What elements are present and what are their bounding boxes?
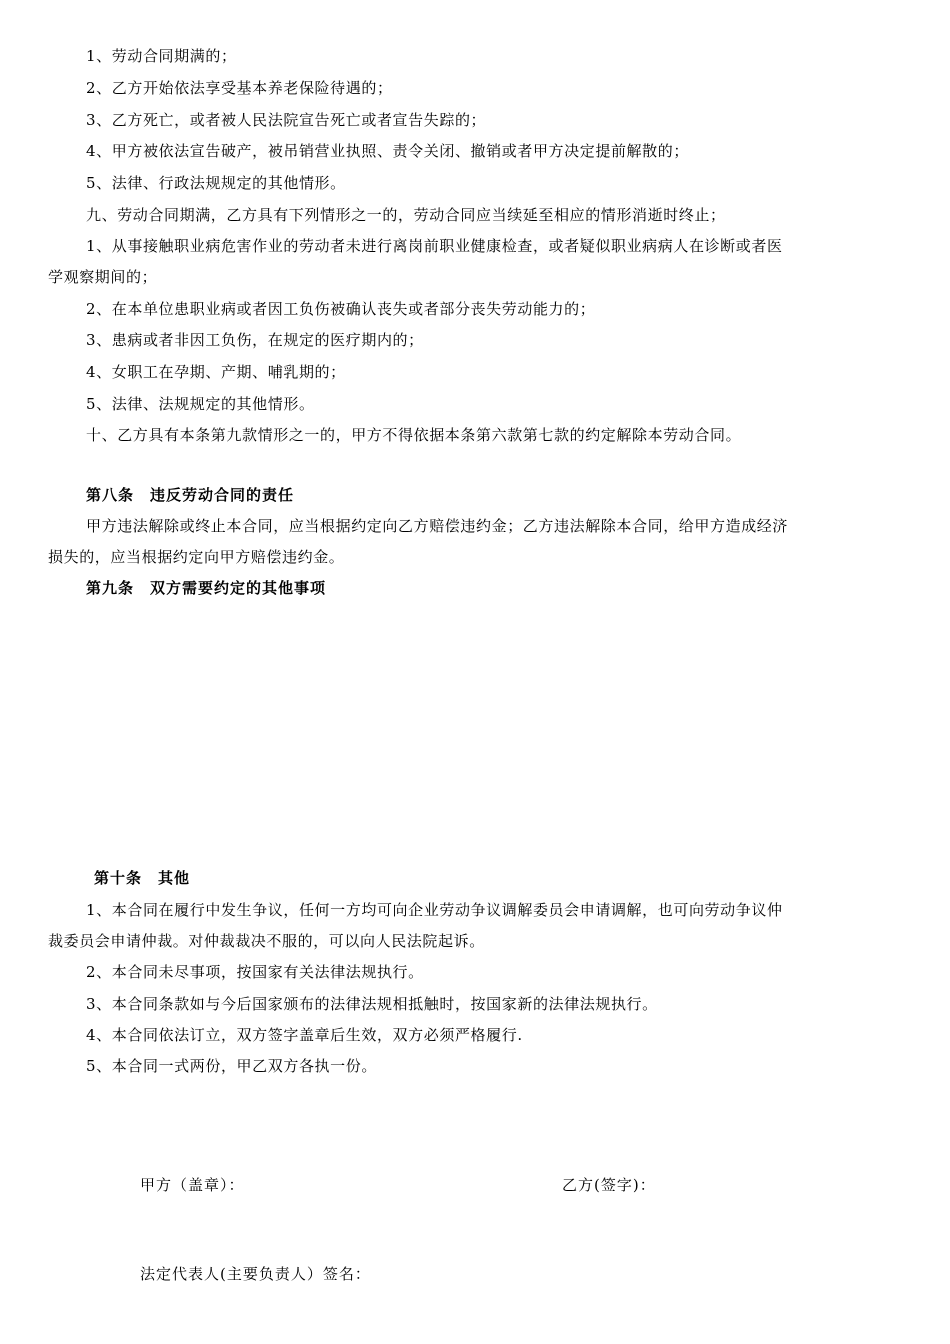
- extension-item-1-line2: 学观察期间的；: [48, 268, 158, 286]
- party-b-signature-label: 乙方(签字)：: [562, 1176, 656, 1194]
- article-8-paragraph-line2: 损失的，应当根据约定向甲方赔偿违约金。: [48, 548, 345, 566]
- article-8-paragraph-line1: 甲方违法解除或终止本合同，应当根据约定向乙方赔偿违约金；乙方违法解除本合同，给甲方造成经济: [86, 517, 789, 535]
- extension-item-5: 5、法律、法规规定的其他情形。: [86, 395, 315, 413]
- article-10-heading: 第十条 其他: [94, 869, 191, 887]
- extension-item-3: 3、患病或者非因工负伤，在规定的医疗期内的；: [86, 331, 424, 349]
- termination-item-4: 4、甲方被依法宣告破产，被吊销营业执照、责令关闭、撤销或者甲方决定提前解散的；: [86, 142, 689, 160]
- legal-representative-signature-label: 法定代表人(主要负责人）签名：: [140, 1265, 371, 1283]
- article-10-item-4: 4、本合同依法订立，双方签字盖章后生效，双方必须严格履行.: [86, 1026, 523, 1044]
- clause-ten: 十、乙方具有本条第九款情形之一的，甲方不得依据本条第六款第七款的约定解除本劳动合同。: [86, 426, 742, 444]
- article-10-item-3: 3、本合同条款如与今后国家颁布的法律法规相抵触时，按国家新的法律法规执行。: [86, 995, 658, 1013]
- article-10-item-5: 5、本合同一式两份，甲乙双方各执一份。: [86, 1057, 377, 1075]
- termination-item-5: 5、法律、行政法规规定的其他情形。: [86, 174, 346, 192]
- extension-item-1-line1: 1、从事接触职业病危害作业的劳动者未进行离岗前职业健康检查，或者疑似职业病病人在诊断或者医: [86, 237, 783, 255]
- extension-item-2: 2、在本单位患职业病或者因工负伤被确认丧失或者部分丧失劳动能力的；: [86, 300, 596, 318]
- article-10-item-2: 2、本合同未尽事项，按国家有关法律法规执行。: [86, 963, 424, 981]
- termination-item-2: 2、乙方开始依法享受基本养老保险待遇的；: [86, 79, 393, 97]
- termination-item-3: 3、乙方死亡，或者被人民法院宣告死亡或者宣告失踪的；: [86, 111, 487, 129]
- extension-item-4: 4、女职工在孕期、产期、哺乳期的；: [86, 363, 346, 381]
- article-9-heading: 第九条 双方需要约定的其他事项: [86, 579, 327, 597]
- article-8-heading: 第八条 违反劳动合同的责任: [86, 486, 295, 504]
- clause-nine: 九、劳动合同期满，乙方具有下列情形之一的，劳动合同应当续延至相应的情形消逝时终止；: [86, 206, 726, 224]
- article-10-item-1-line2: 裁委员会申请仲裁。对仲裁裁决不服的，可以向人民法院起诉。: [48, 932, 485, 950]
- article-10-item-1-line1: 1、本合同在履行中发生争议，任何一方均可向企业劳动争议调解委员会申请调解，也可向劳动争议仲: [86, 901, 783, 919]
- party-a-seal-label: 甲方（盖章）：: [140, 1176, 245, 1194]
- termination-item-1: 1、劳动合同期满的；: [86, 47, 237, 65]
